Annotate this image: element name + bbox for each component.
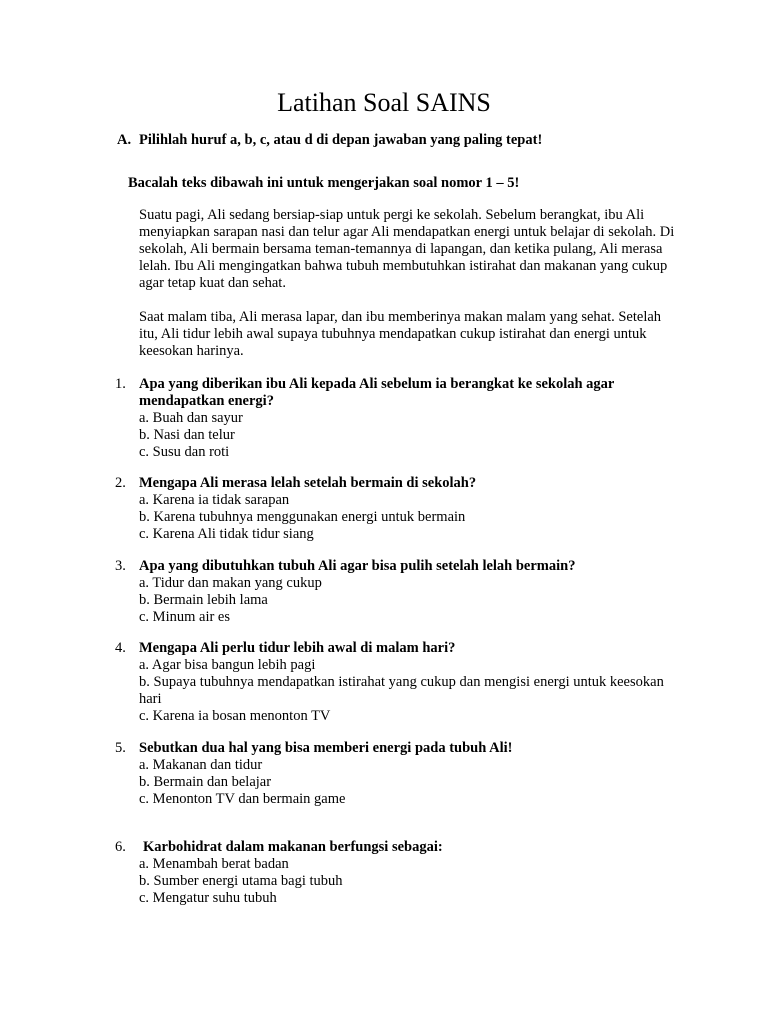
option-b: b. Karena tubuhnya menggunakan energi untuk bermain [139,509,466,525]
question-number: 6. [115,839,126,855]
option-b: b. Bermain dan belajar [139,774,272,790]
section-marker: A. [117,132,132,148]
question-number: 3. [115,558,126,574]
section-heading [117,130,717,150]
option-a: a. Tidur dan makan yang cukup [139,575,322,591]
option-a: a. Menambah berat badan [139,856,289,872]
option-a: a. Agar bisa bangun lebih pagi [139,657,316,673]
question-6 [115,839,675,907]
question-text: Sebutkan dua hal yang bisa memberi energi pada tubuh Ali! [139,740,513,756]
option-b: b. Supaya tubuhnya mendapatkan istirahat yang cukup dan mengisi energi untuk keesokan hari [139,674,664,707]
option-c: c. Susu dan roti [139,444,230,460]
question-5 [115,740,675,808]
option-c: c. Minum air es [139,609,231,625]
option-a: a. Makanan dan tidur [139,757,263,773]
question-4 [115,640,675,725]
question-text: Karbohidrat dalam makanan berfungsi sebagai: [143,839,443,855]
passage-paragraph-2: Saat malam tiba, Ali merasa lapar, dan ibu memberinya makan malam yang sehat. Setelah itu, Ali tidur lebih awal supaya tubuhnya mendapatkan cukup istirahat dan energi untuk keesokan harinya. [139,309,662,359]
question-number: 1. [115,376,126,392]
page-title: Latihan Soal SAINS [277,88,491,117]
option-c: c. Karena ia bosan menonton TV [139,708,331,724]
question-number: 2. [115,475,126,491]
question-text: Apa yang diberikan ibu Ali kepada Ali sebelum ia berangkat ke sekolah agar mendapatkan energi? [139,376,615,409]
option-c: c. Menonton TV dan bermain game [139,791,346,807]
option-b: b. Bermain lebih lama [139,592,268,608]
question-text: Mengapa Ali perlu tidur lebih awal di malam hari? [139,640,456,656]
option-c: c. Karena Ali tidak tidur siang [139,526,314,542]
reading-instruction: Bacalah teks dibawah ini untuk mengerjakan soal nomor 1 – 5! [128,175,520,191]
question-2 [115,475,675,543]
passage-paragraph-1: Suatu pagi, Ali sedang bersiap-siap untuk pergi ke sekolah. Sebelum berangkat, ibu Ali menyiapkan sarapan nasi dan telur agar Ali mendapatkan energi untuk belajar di sekolah. Di sekolah, Ali bermain bersama teman-temannya di lapangan, dan ketika pulang, Ali merasa lelah. Ibu Ali mengingatkan bahwa tubuh membutuhkan istirahat dan makanan yang cukup agar tetap kuat dan sehat. [139,207,675,291]
question-number: 5. [115,740,126,756]
question-number: 4. [115,640,126,656]
question-text: Mengapa Ali merasa lelah setelah bermain di sekolah? [139,475,477,491]
question-1 [115,376,675,461]
option-c: c. Mengatur suhu tubuh [139,890,277,906]
option-b: b. Sumber energi utama bagi tubuh [139,873,343,889]
question-text: Apa yang dibutuhkan tubuh Ali agar bisa pulih setelah lelah bermain? [139,558,576,574]
option-a: a. Buah dan sayur [139,410,243,426]
option-a: a. Karena ia tidak sarapan [139,492,290,508]
section-instruction: Pilihlah huruf a, b, c, atau d di depan jawaban yang paling tepat! [139,132,543,148]
option-b: b. Nasi dan telur [139,427,235,443]
question-3 [115,558,675,626]
